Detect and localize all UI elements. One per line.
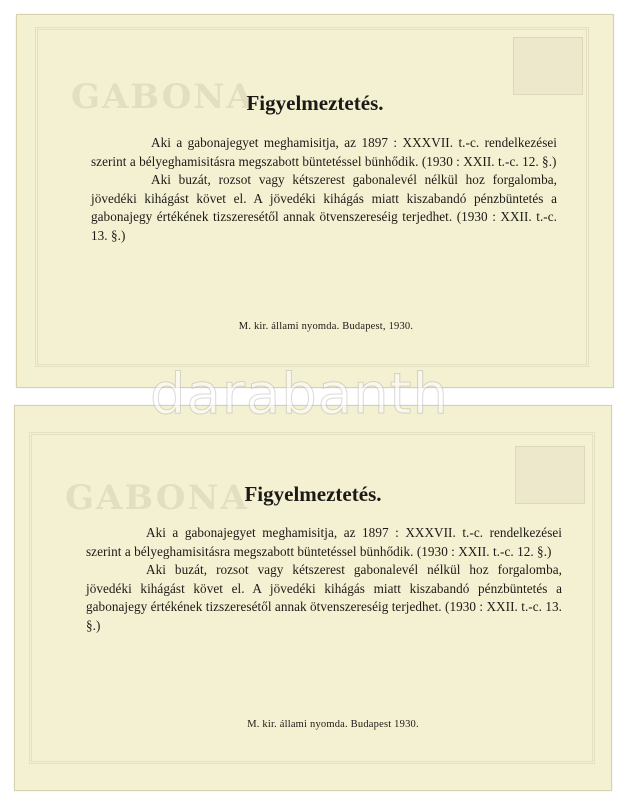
printer-imprint: M. kir. állami nyomda. Budapest, 1930.: [238, 321, 414, 332]
show-through-title: GABONA: [71, 77, 255, 117]
watermark: darabanth: [150, 362, 450, 427]
warning-heading: Figyelmeztetés.: [244, 482, 382, 506]
paragraph-excise: Aki buzát, rozsot vagy kétszerest gabonalevél nélkül hoz forgalomba, jövedéki kihágást követ el. A jövedéki kihágás miatt kiszabandó pénzbüntetés a gabonajegy értékének tizszeresétől annak ötvenszereséig terjedhet. (1930 : XXII. t.-c. 13. §.): [86, 562, 562, 633]
sheet-content: [15, 406, 611, 730]
document-sheet-bottom: [14, 405, 612, 791]
printer-imprint: M. kir. állami nyomda. Budapest 1930.: [247, 719, 419, 730]
paragraph-excise: Aki buzát, rozsot vagy kétszerest gabonalevél nélkül hoz forgalomba, jövedéki kihágást követ el. A jövedéki kihágás miatt kiszabandó pénzbüntetés a gabonajegy értékének tizszeresétől annak ötvenszereséig terjedhet. (1930 : XXII. t.-c. 13. §.): [91, 172, 557, 243]
show-through-title: GABONA: [65, 478, 249, 518]
warning-heading: Figyelmeztetés.: [246, 91, 384, 115]
paragraph-forgery: Aki a gabonajegyet meghamisitja, az 1897 : XXXVII. t.-c. rendelkezései szerint a bélyeghamisitásra megszabott büntetéssel bünhődik. (1930 : XXII. t.-c. 12. §.): [91, 135, 557, 169]
paragraph-forgery: Aki a gabonajegyet meghamisitja, az 1897 : XXXVII. t.-c. rendelkezései szerint a bélyeghamisitásra megszabott büntetéssel bünhődik. (1930 : XXII. t.-c. 12. §.): [86, 525, 562, 559]
sheet-content: [17, 15, 613, 332]
document-sheet-top: [16, 14, 614, 388]
